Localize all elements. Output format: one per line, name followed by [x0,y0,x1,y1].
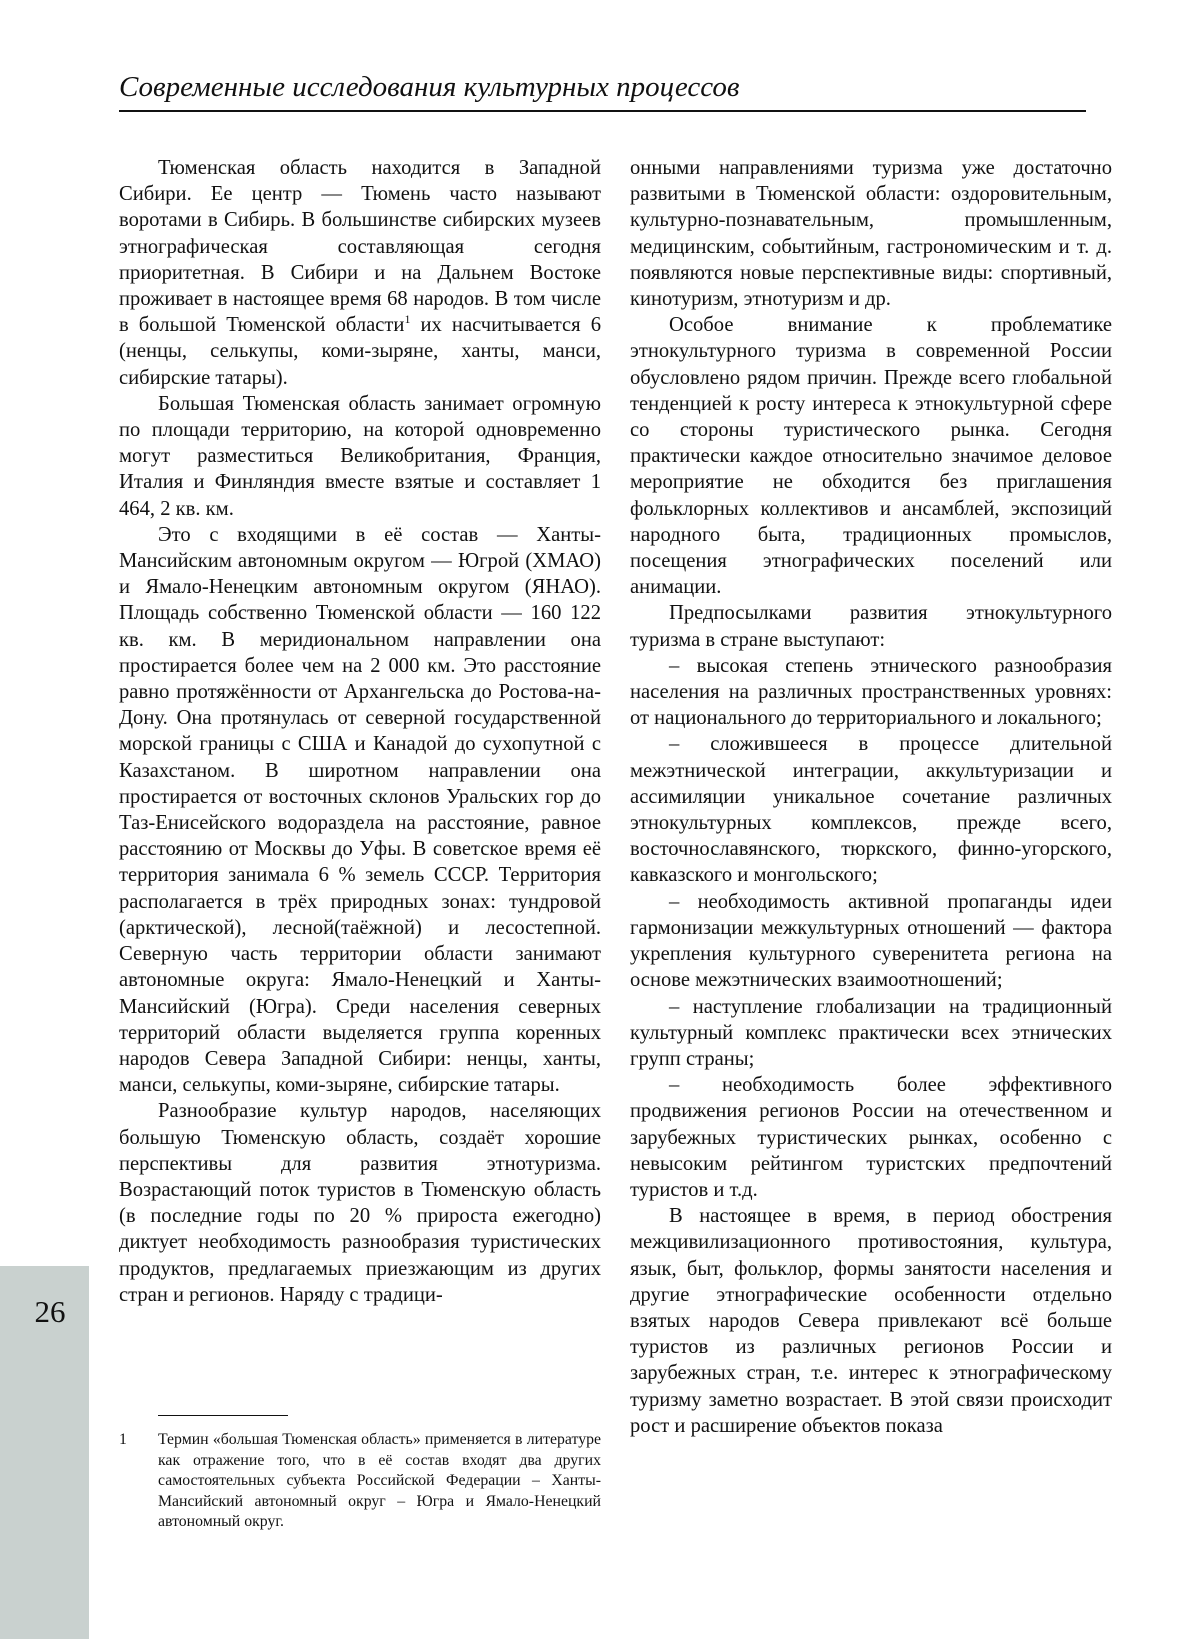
left-paragraph-1 [119,155,601,391]
right-paragraph-2: Особое внимание к проблематике этнокультурного туризма в современной России обусловлено рядом причин. Прежде всего глобальной тенденцией к росту интереса к этнокультурной сфере со стороны туристического рынка. Сегодня практически каждое относительно значимое деловое мероприятие не обходится без приглашения фольклорных коллективов и ансамблей, экспозиций народного быта, традиционных промыслов, посещения этнографических поселений или анимации. [630,314,1112,599]
right-paragraph-1: онными направлениями туризма уже достаточно развитыми в Тюменской области: оздоровительным, культурно-познавательным, промышленным, медицинским, событийным, гастрономическим и т. д. появляются новые перспективные виды: спортивный, кинотуризм, этнотуризм и др. [630,157,1112,311]
footnote-number: 1 [119,1431,127,1448]
footnote [119,1430,601,1533]
left-column [119,155,601,1308]
left-paragraph-1-text-b: их насчитывается 6 (ненцы, селькупы, коми-зыряне, ханты, манси, сибирские татары). [119,314,601,389]
bullet-item: – сложившееся в процессе длительной межэтнической интеграции, аккультуризации и ассимиляции уникальное сочетание различных этнокультурных комплексов, прежде всего, восточнославянского, тюркского, финно-угорского, кавказского и монгольского; [630,733,1112,887]
left-paragraph-2: Большая Тюменская область занимает огромную по площади территорию, на которой одновременно могут разместиться Великобритания, Франция, Италия и Финляндия вместе взятые и составляет 1 464, 2 кв. км. [119,392,601,520]
footnote-text: Термин «большая Тюменская область» применяется в литературе как отражение того, что в её состав входят два других самостоятельных субъекта Российской Федерации – Ханты-Мансийский автономный округ – Югра и Ямало-Ненецкий автономный округ. [158,1431,601,1531]
right-column [630,155,1112,1439]
running-header: Современные исследования культурных процессов [119,71,740,103]
left-paragraph-1-text-a: Тюменская область находится в Западной Сибири. Ее центр — Тюмень часто называют воротами в Сибирь. В большинстве сибирских музеев этнографическая составляющая сегодня приоритетная. В Сибири и на Дальнем Востоке проживает в настоящее время 68 народов. В том числе в большой Тюменской области [119,157,601,337]
bullet-item: – необходимость более эффективного продвижения регионов России на отечественном и зарубежных туристических рынках, особенно с невысоким рейтингом туристских предпочтений туристов и т.д. [630,1074,1112,1201]
page-number: 26 [34,1294,66,1329]
right-paragraph-4: В настоящее в время, в период обострения межцивилизационного противостояния, культура, язык, быт, фольклор, формы занятости населения и другие этнографические особенности отдельно взятых народов Севера привлекают всё больше туристов из различных регионов России и зарубежных стран, т.е. интерес к этнографическому туризму заметно возрастает. В этой связи происходит рост и расширение объектов показа [630,1205,1112,1437]
bullet-item: – наступление глобализации на традиционный культурный комплекс практически всех этнических групп страны; [630,995,1112,1070]
bullet-item: – высокая степень этнического разнообразия населения на различных пространственных уровнях: от национального до территориального и локального; [630,654,1112,730]
left-paragraph-3: Это с входящими в её состав — Ханты-Мансийским автономным округом — Югрой (ХМАО) и Ямало-Ненецким автономным округом (ЯНАО). Площадь собственно Тюменской области — 160 122 кв. км. В меридиональном направлении она простирается более чем на 2 000 км. Это расстояние равно протяжённости от Архангельска до Ростова-на-Дону. Она протянулась от северной государственной морской границы с США и Канадой до сухопутной с Казахстаном. В широтном направлении она простирается от восточных склонов Уральских гор до Таз-Енисейского водораздела на расстояние, равное расстоянию от Москвы до Уфы. В советское время её территория занимала 6 % земель СССР. Территория располагается в трёх природных зонах: тундровой (арктической), лесной(таёжной) и лесостепной. Северную часть территории области занимают автономные округа: Ямало-Ненецкий и Ханты-Мансийский (Югра). Среди населения северных территорий области выделяется группа коренных народов Севера Западной Сибири: ненцы, ханты, манси, селькупы, коми-зыряне, сибирские татары. [119,523,601,1097]
bullet-item: – необходимость активной пропаганды идеи гармонизации межкультурных отношений — фактора укрепления культурного суверенитета региона на основе межэтнических взаимоотношений; [630,890,1112,992]
left-paragraph-4: Разнообразие культур народов, населяющих большую Тюменскую область, создаёт хорошие перспективы для развития этнотуризма. Возрастающий поток туристов в Тюменскую область (в последние годы по 20 % прироста ежегодно) диктует необходимость разнообразия туристических продуктов, предлагаемых приезжающим из других стран и регионов. Наряду с традици- [119,1100,601,1306]
footnote-rule [158,1415,288,1416]
right-paragraph-3: Предпосылками развития этнокультурного туризма в стране выступают: [630,602,1112,651]
header-rule [119,110,1086,112]
footnote-reference[interactable]: 1 [404,312,411,327]
